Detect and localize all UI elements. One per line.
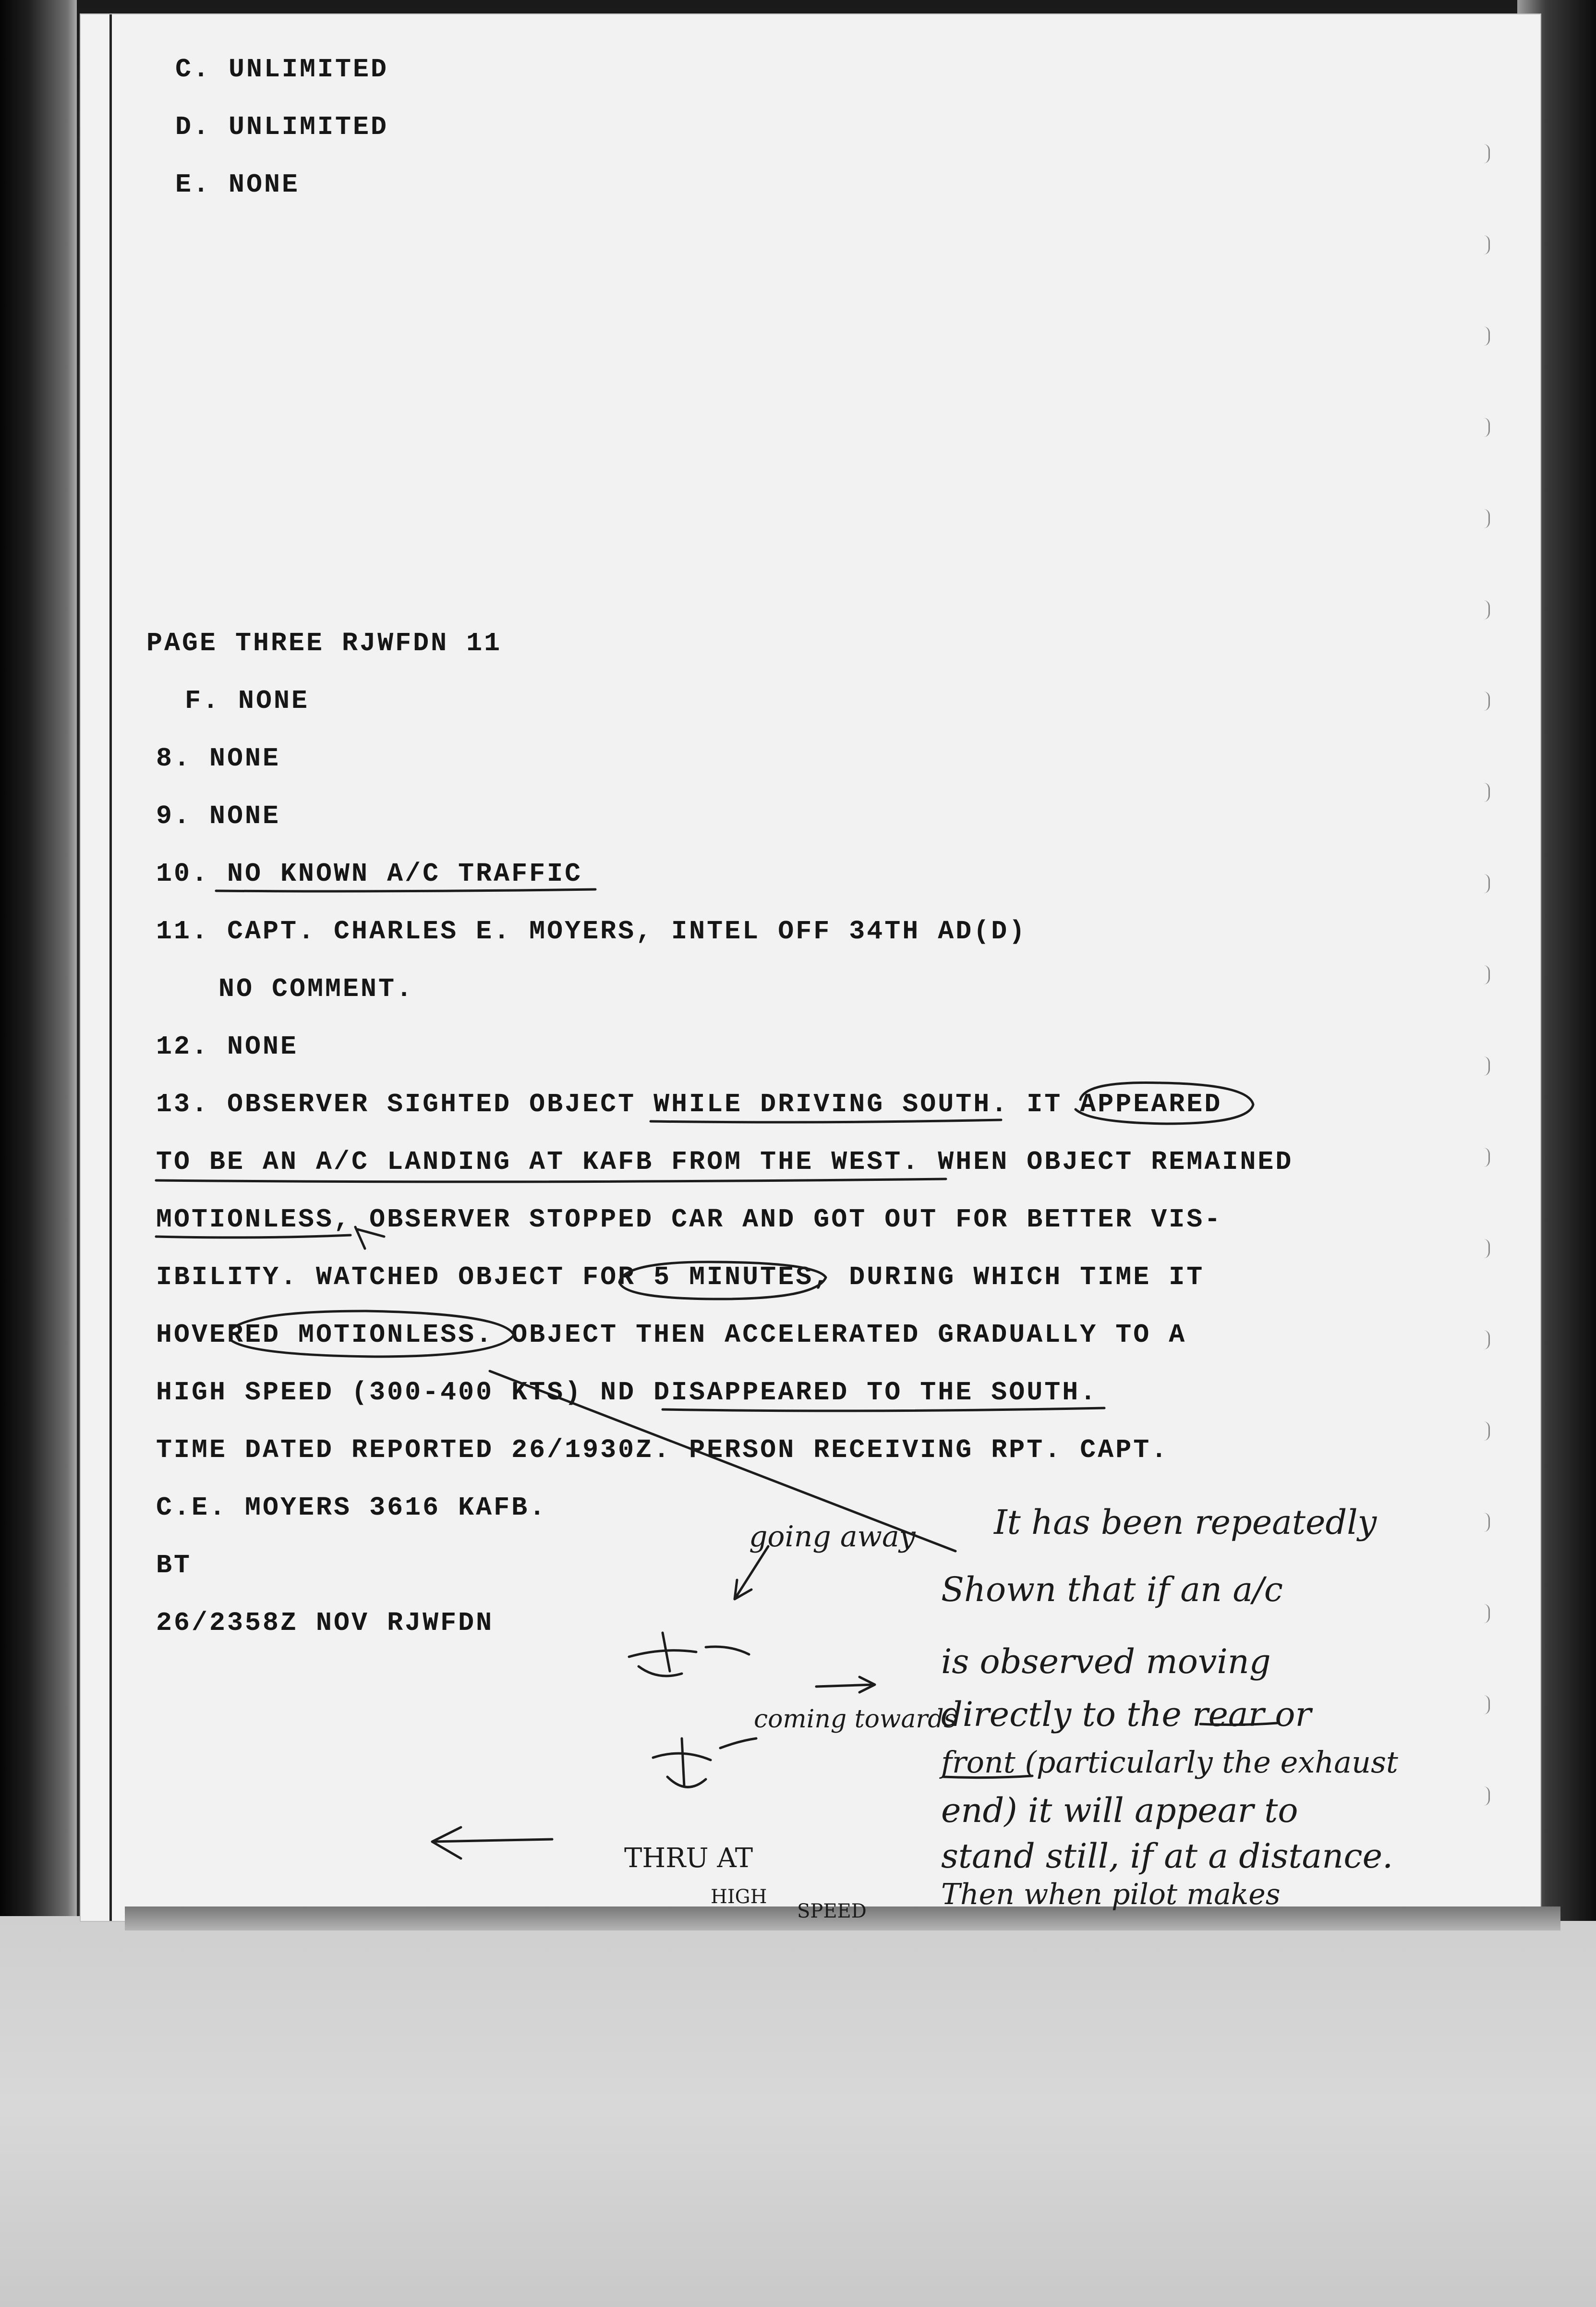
handwriting-note-line-7: stand still, if at a distance. bbox=[941, 1836, 1393, 1876]
handwriting-note-line-2: Shown that if an a/c bbox=[941, 1570, 1283, 1609]
underline-motionless bbox=[156, 1235, 351, 1238]
item-13-line-3: MOTIONLESS, OBSERVER STOPPED CAR AND GOT OUT FOR BETTER VIS- bbox=[156, 1204, 1222, 1235]
underline-disappeared-south bbox=[663, 1408, 1104, 1411]
item-c-line: C. UNLIMITED bbox=[175, 54, 389, 85]
item-13-line-2: TO BE AN A/C LANDING AT KAFB FROM THE WEST. WHEN OBJECT REMAINED bbox=[156, 1147, 1294, 1177]
message-footer: 26/2358Z NOV RJWFDN bbox=[156, 1608, 494, 1638]
circle-hovered-motionless bbox=[230, 1311, 514, 1357]
item-13-line-4: IBILITY. WATCHED OBJECT FOR 5 MINUTES, DURING WHICH TIME IT bbox=[156, 1262, 1205, 1292]
item-d-line: D. UNLIMITED bbox=[175, 112, 389, 142]
handwriting-note-line-3: is observed moving bbox=[941, 1642, 1271, 1681]
underline-rear bbox=[1200, 1723, 1277, 1725]
handwriting-speed: SPEED bbox=[797, 1900, 867, 1922]
underline-front bbox=[943, 1776, 1032, 1778]
item-13-line-1: 13. OBSERVER SIGHTED OBJECT WHILE DRIVING SOUTH. IT APPEARED bbox=[156, 1089, 1222, 1119]
item-12-line: 12. NONE bbox=[156, 1032, 299, 1062]
handwriting-high: HIGH bbox=[711, 1886, 767, 1908]
sketch-aircraft-bottom bbox=[653, 1738, 756, 1787]
item-13-line-5: HOVERED MOTIONLESS. OBJECT THEN ACCELERATED GRADUALLY TO A bbox=[156, 1320, 1187, 1350]
circle-appeared bbox=[1076, 1082, 1253, 1124]
handwriting-note-line-4: directly to the rear or bbox=[941, 1695, 1311, 1734]
item-8-line: 8. NONE bbox=[156, 743, 281, 774]
item-e-line: E. NONE bbox=[175, 170, 300, 200]
handwriting-note-line-6: end) it will appear to bbox=[941, 1791, 1298, 1830]
item-13-line-6: HIGH SPEED (300-400 KTS) ND DISAPPEARED TO THE SOUTH. bbox=[156, 1377, 1098, 1408]
sketch-aircraft-top bbox=[629, 1633, 749, 1676]
receiver-line: C.E. MOYERS 3616 KAFB. bbox=[156, 1493, 547, 1523]
item-f-line: F. NONE bbox=[185, 686, 310, 716]
item-9-line: 9. NONE bbox=[156, 801, 281, 831]
underline-no-known-traffic bbox=[216, 889, 595, 891]
handwriting-coming-towards: coming towards bbox=[754, 1705, 957, 1734]
underline-while-driving-south bbox=[651, 1120, 1001, 1122]
item-11-line: 11. CAPT. CHARLES E. MOYERS, INTEL OFF 34TH AD(D) bbox=[156, 916, 1027, 947]
handwriting-thru-at: THRU AT bbox=[624, 1843, 753, 1874]
arrow-right bbox=[816, 1677, 875, 1692]
arrow-going-away bbox=[735, 1546, 768, 1599]
page-header: PAGE THREE RJWFDN 11 bbox=[146, 628, 502, 658]
arrow-mark-motionless bbox=[355, 1227, 384, 1249]
pointer-line bbox=[490, 1371, 955, 1551]
break-marker: BT bbox=[156, 1550, 192, 1580]
handwriting-note-line-5: front (particularly the exhaust bbox=[941, 1745, 1398, 1780]
item-11-comment: NO COMMENT. bbox=[218, 974, 414, 1004]
underline-landing-kafb bbox=[156, 1179, 946, 1182]
item-10-line: 10. NO KNOWN A/C TRAFFIC bbox=[156, 859, 583, 889]
handwriting-note-line-1: It has been repeatedly bbox=[994, 1503, 1377, 1542]
handwriting-going-away: going away bbox=[749, 1520, 916, 1554]
handwriting-note-line-8: Then when pilot makes bbox=[941, 1878, 1281, 1911]
report-time-line: TIME DATED REPORTED 26/1930Z. PERSON RECEIVING RPT. CAPT. bbox=[156, 1435, 1169, 1465]
circle-5-minutes bbox=[619, 1262, 826, 1299]
arrow-left bbox=[432, 1827, 552, 1858]
